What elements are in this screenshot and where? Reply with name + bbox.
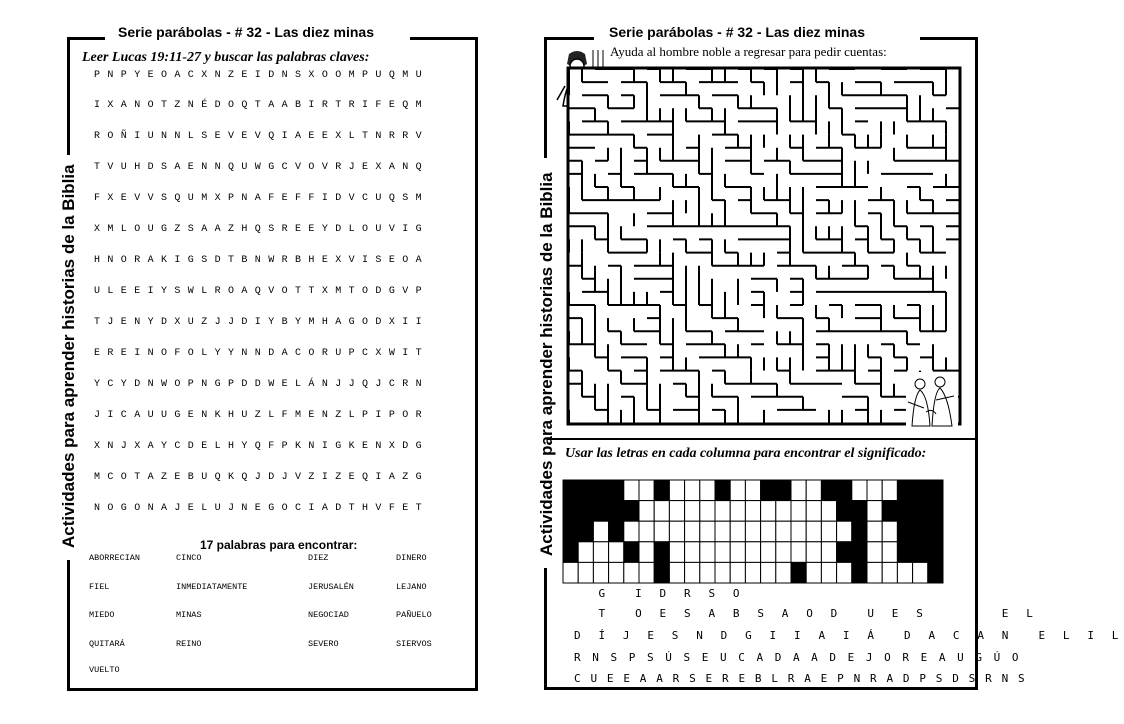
cipher-cell[interactable] — [685, 521, 700, 542]
cipher-cell-blocked — [821, 480, 836, 501]
clue-row: T O E S A B S A O D U E S E L — [574, 607, 1039, 620]
cipher-cell-blocked — [578, 480, 593, 501]
grid-row: MCOTAZEBUQKQJDJVZIZEQIAZG — [94, 472, 430, 483]
cipher-cell-blocked — [852, 521, 867, 542]
cipher-cell[interactable] — [776, 501, 791, 522]
word-search-instruction: Leer Lucas 19:11-27 y buscar las palabras claves: — [82, 50, 370, 65]
cipher-cell[interactable] — [700, 562, 715, 583]
word-item: VUELTO — [89, 665, 120, 675]
cipher-cell[interactable] — [700, 542, 715, 563]
cipher-cell[interactable] — [882, 480, 897, 501]
cipher-cell[interactable] — [578, 542, 593, 563]
grid-row: EREINOFOLYYNNDACORUPCXWIT — [94, 348, 430, 359]
cipher-cell[interactable] — [776, 562, 791, 583]
cipher-cell[interactable] — [791, 521, 806, 542]
cipher-cell[interactable] — [821, 542, 836, 563]
grid-row: HNORAKIGSDTBNWRBHEXVISEOA — [94, 255, 430, 266]
maze-instruction: Ayuda al hombre noble a regresar para pedir cuentas: — [610, 44, 887, 59]
cipher-cell[interactable] — [669, 501, 684, 522]
word-item: QUITARÁ — [89, 639, 125, 649]
cipher-cell[interactable] — [639, 480, 654, 501]
cipher-cell-blocked — [913, 521, 928, 542]
cipher-cell[interactable] — [837, 562, 852, 583]
cipher-cell-blocked — [624, 542, 639, 563]
word-list-title: 17 palabras para encontrar: — [200, 538, 358, 552]
cipher-cell[interactable] — [669, 521, 684, 542]
cipher-cell-blocked — [563, 480, 578, 501]
cipher-cell[interactable] — [806, 480, 821, 501]
cipher-cell[interactable] — [806, 521, 821, 542]
cipher-cell-blocked — [593, 480, 608, 501]
cipher-cell[interactable] — [669, 480, 684, 501]
cipher-cell[interactable] — [654, 501, 669, 522]
cipher-cell[interactable] — [715, 542, 730, 563]
cipher-cell-blocked — [761, 480, 776, 501]
cipher-cell[interactable] — [806, 562, 821, 583]
frame-right — [475, 37, 478, 691]
frame-right — [975, 37, 978, 690]
frame-bottom — [544, 687, 978, 690]
cipher-cell-blocked — [928, 562, 943, 583]
cipher-cell-blocked — [852, 501, 867, 522]
word-item: DINERO — [396, 553, 427, 563]
side-title: Actividades para aprender historias de la Biblia — [59, 164, 78, 548]
cipher-cell[interactable] — [730, 521, 745, 542]
cipher-cell[interactable] — [639, 562, 654, 583]
frame-top-left-segment — [67, 37, 105, 40]
cipher-cell[interactable] — [761, 501, 776, 522]
cipher-cell[interactable] — [913, 562, 928, 583]
cipher-cell-blocked — [578, 521, 593, 542]
cipher-cell[interactable] — [669, 542, 684, 563]
grid-row: YCYDNWOPNGPDDWELÁNJJQJCRN — [94, 379, 430, 390]
cipher-cell[interactable] — [745, 480, 760, 501]
word-item: REINO — [176, 639, 202, 649]
cipher-cell[interactable] — [685, 480, 700, 501]
cipher-cell-blocked — [837, 480, 852, 501]
cipher-cell[interactable] — [700, 480, 715, 501]
cipher-cell[interactable] — [761, 542, 776, 563]
cipher-cell[interactable] — [669, 562, 684, 583]
cipher-cell-blocked — [882, 501, 897, 522]
word-item: MINAS — [176, 610, 202, 620]
cipher-cell[interactable] — [730, 562, 745, 583]
cipher-cell[interactable] — [745, 521, 760, 542]
cipher-cell-blocked — [852, 542, 867, 563]
cipher-cell[interactable] — [624, 521, 639, 542]
cipher-cell-blocked — [913, 542, 928, 563]
clue-row: G I D R S O — [574, 587, 746, 600]
cipher-cell[interactable] — [791, 480, 806, 501]
cipher-cell[interactable] — [897, 562, 912, 583]
cipher-cell[interactable] — [852, 480, 867, 501]
cipher-cell[interactable] — [882, 562, 897, 583]
servants-illustration — [906, 372, 958, 430]
cipher-cell-blocked — [928, 542, 943, 563]
cipher-cell-blocked — [837, 501, 852, 522]
cipher-cell[interactable] — [639, 521, 654, 542]
cipher-cell[interactable] — [776, 542, 791, 563]
cipher-cell-blocked — [624, 501, 639, 522]
word-item: MIEDO — [89, 610, 115, 620]
word-item: LEJANO — [396, 582, 427, 592]
cipher-cell-blocked — [928, 501, 943, 522]
cipher-cell-blocked — [609, 480, 624, 501]
frame-left-lower — [67, 560, 70, 691]
cipher-instruction: Usar las letras en cada columna para encontrar el significado: — [565, 446, 927, 461]
cipher-cell[interactable] — [700, 521, 715, 542]
cipher-cell-blocked — [837, 542, 852, 563]
clue-row: D Í J E S N D G I I A I Á D A C A N E L I L — [574, 629, 1124, 642]
cipher-cell[interactable] — [715, 521, 730, 542]
cipher-cell[interactable] — [867, 480, 882, 501]
frame-top-right-segment — [920, 37, 978, 40]
cipher-cell-blocked — [928, 521, 943, 542]
frame-left-upper — [544, 37, 547, 158]
word-item: INMEDIATAMENTE — [176, 582, 248, 592]
cipher-cell-blocked — [852, 562, 867, 583]
grid-row: FXEVVSQUMXPNAFEFFIDVCUQSM — [94, 193, 430, 204]
maze — [566, 66, 962, 426]
cipher-cell[interactable] — [821, 562, 836, 583]
cipher-grid — [562, 479, 946, 585]
cipher-cell[interactable] — [685, 562, 700, 583]
cipher-cell[interactable] — [715, 562, 730, 583]
cipher-cell[interactable] — [867, 521, 882, 542]
cipher-cell-blocked — [913, 480, 928, 501]
cipher-cell[interactable] — [715, 501, 730, 522]
cipher-cell[interactable] — [867, 501, 882, 522]
cipher-cell[interactable] — [806, 501, 821, 522]
cipher-cell[interactable] — [882, 542, 897, 563]
page-header: Serie parábolas - # 32 - Las diez minas — [609, 24, 865, 40]
word-item: FIEL — [89, 582, 110, 592]
cipher-cell[interactable] — [624, 480, 639, 501]
cipher-cell-blocked — [578, 501, 593, 522]
frame-left-lower — [544, 568, 547, 690]
cipher-cell[interactable] — [730, 480, 745, 501]
frame-top-left-segment — [544, 37, 594, 40]
grid-row: JICAUUGENKHUZLFMENZLPIPOR — [94, 410, 430, 421]
cipher-cell[interactable] — [745, 501, 760, 522]
cipher-cell-blocked — [563, 501, 578, 522]
grid-row: IXANOTZNÉDOQTAABIRTRIFEQM — [94, 100, 430, 111]
frame-top-right-segment — [410, 37, 477, 40]
cipher-cell[interactable] — [700, 501, 715, 522]
cipher-cell[interactable] — [745, 562, 760, 583]
word-item: SIERVOS — [396, 639, 432, 649]
cipher-cell-blocked — [776, 480, 791, 501]
clue-row: R N S P S Ú S E U C A D A A D E J O R E A U G Ú O — [574, 651, 1022, 664]
grid-row: ROÑIUNNLSEVEVQIAEEXLTNRRV — [94, 131, 430, 142]
grid-row: TJENYDXUZJJDIYBYMHAGODXII — [94, 317, 430, 328]
word-item: DIEZ — [308, 553, 329, 563]
cipher-cell[interactable] — [745, 542, 760, 563]
cipher-cell[interactable] — [578, 562, 593, 583]
grid-row: TVUHDSAENNQUWGCVOVRJEXANQ — [94, 162, 430, 173]
cipher-cell-blocked — [897, 480, 912, 501]
cipher-cell[interactable] — [821, 521, 836, 542]
grid-row: XMLOUGZSAAZHQSREEYDLOUVIG — [94, 224, 430, 235]
cipher-cells — [563, 480, 943, 583]
cipher-cell-blocked — [609, 501, 624, 522]
grid-row: NOGONAJELUJNEGOCIADTHVFET — [94, 503, 430, 514]
cipher-cell-blocked — [654, 542, 669, 563]
cipher-cell-blocked — [928, 480, 943, 501]
word-item: SEVERO — [308, 639, 339, 649]
cipher-cell[interactable] — [791, 542, 806, 563]
section-divider — [547, 438, 975, 440]
cipher-cell-blocked — [897, 521, 912, 542]
grid-row: XNJXAYCDELHYQFPKNIGKENXDG — [94, 441, 430, 452]
cipher-cell[interactable] — [761, 562, 776, 583]
maze-cipher-page — [512, 0, 1124, 724]
cipher-cell[interactable] — [685, 501, 700, 522]
cipher-cell[interactable] — [624, 562, 639, 583]
cipher-cell[interactable] — [685, 542, 700, 563]
cipher-cell[interactable] — [761, 521, 776, 542]
cipher-cell[interactable] — [730, 501, 745, 522]
grid-row: ULEEIYSWLROAQVOTTXMTODGVP — [94, 286, 430, 297]
cipher-cell[interactable] — [654, 521, 669, 542]
page-header: Serie parábolas - # 32 - Las diez minas — [118, 24, 374, 40]
word-search-page — [0, 0, 512, 724]
cipher-cell[interactable] — [821, 501, 836, 522]
word-item: JERUSALÉN — [308, 582, 354, 592]
cipher-cell[interactable] — [776, 521, 791, 542]
cipher-cell[interactable] — [730, 542, 745, 563]
cipher-cell-blocked — [563, 521, 578, 542]
cipher-cell[interactable] — [593, 562, 608, 583]
clue-row: C U E E A A R S E R E B L R A E P N R A D P S D S R N S — [574, 672, 1027, 685]
word-item: CINCO — [176, 553, 202, 563]
cipher-cell[interactable] — [791, 501, 806, 522]
cipher-cell[interactable] — [593, 521, 608, 542]
word-item: NEGOCIAD — [308, 610, 349, 620]
cipher-cell[interactable] — [867, 562, 882, 583]
cipher-cell[interactable] — [837, 521, 852, 542]
frame-left-upper — [67, 37, 70, 155]
word-item: ABORRECIAN — [89, 553, 141, 563]
cipher-cell[interactable] — [806, 542, 821, 563]
cipher-cell-blocked — [897, 501, 912, 522]
cipher-cell-blocked — [563, 542, 578, 563]
cipher-cell-blocked — [609, 521, 624, 542]
cipher-cell-blocked — [593, 501, 608, 522]
cipher-cell[interactable] — [609, 562, 624, 583]
cipher-cell[interactable] — [639, 501, 654, 522]
cipher-cell-blocked — [791, 562, 806, 583]
cipher-cell[interactable] — [867, 542, 882, 563]
cipher-cell-blocked — [913, 501, 928, 522]
cipher-cell-blocked — [897, 542, 912, 563]
cipher-cell-blocked — [715, 480, 730, 501]
word-item: PAÑUELO — [396, 610, 432, 620]
grid-row: PNPYEOACXNZEIDNSXOOMPUQMU — [94, 70, 430, 81]
cipher-cell[interactable] — [609, 542, 624, 563]
cipher-cell[interactable] — [882, 521, 897, 542]
frame-bottom — [67, 688, 478, 691]
cipher-cell-blocked — [654, 480, 669, 501]
cipher-cell[interactable] — [639, 542, 654, 563]
side-title: Actividades para aprender historias de la Biblia — [537, 172, 556, 556]
cipher-cell[interactable] — [563, 562, 578, 583]
cipher-cell-blocked — [654, 562, 669, 583]
cipher-cell[interactable] — [593, 542, 608, 563]
